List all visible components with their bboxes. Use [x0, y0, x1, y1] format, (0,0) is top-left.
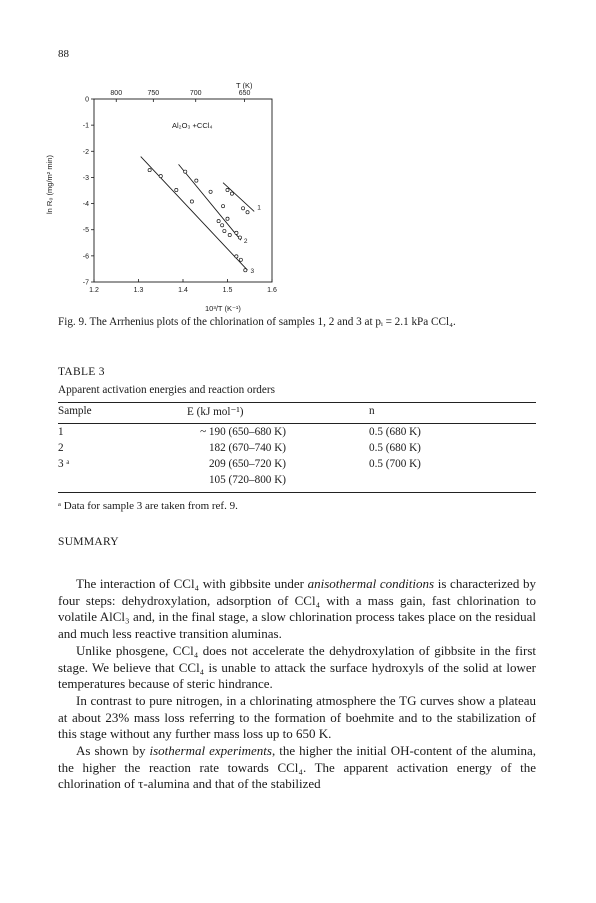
top-axis-label: T (K)	[236, 81, 253, 90]
top-tick-label: 700	[189, 90, 202, 97]
series-3-point	[190, 200, 193, 203]
table-cell: 0.5 (680 K)	[369, 442, 421, 454]
series-2-point	[221, 205, 224, 208]
series-label-2: 2	[243, 238, 248, 246]
table-header-rule	[58, 423, 536, 424]
top-tick-label: 750	[147, 90, 160, 97]
series-2-point	[184, 170, 187, 173]
paragraph-2: Unlike phosgene, CCl₄ does not accelerate the dehydroxylation of gibbsite in the first stage. We believe that CCl₄ is unable to attack the surface hydroxyls of the solid at lower temperatures because of steric hindrance.	[58, 642, 536, 692]
table-cell: 3 ᵃ	[58, 458, 70, 470]
y-tick-label: -4	[82, 201, 89, 209]
series-3-point	[175, 188, 178, 191]
table-cell: 182 (670–740 K)	[208, 442, 286, 454]
top-tick-label: 800	[110, 90, 123, 97]
header-sample: Sample	[58, 405, 92, 417]
y-tick-label: -1	[82, 122, 89, 130]
paragraph-1: The interaction of CCl₄ with gibbsite under anisothermal conditions is characterized by four steps: dehydroxylation, adsorption of CCl₄ with a mass gain, fast chlorination to volatile AlCl₃ and, in the final stage, a slow chlorination process takes place on the residual and much less reactive transition aluminas.	[58, 576, 536, 642]
paragraph-4: As shown by isothermal experiments, the higher the initial OH-content of the alumina, the higher the reaction rate towards CCl₄. The apparent activation energy of the chlorination of τ-alumina and that of the stabilized	[58, 743, 536, 792]
series-3-point	[228, 233, 231, 236]
table-caption: Apparent activation energies and reaction orders	[58, 384, 275, 396]
page-number: 88	[58, 48, 69, 60]
series-2-point	[226, 217, 229, 220]
series-label-1: 1	[257, 204, 261, 212]
series-1-fit-line	[223, 183, 254, 212]
table-cell: 1	[58, 426, 64, 438]
section-heading: SUMMARY	[58, 536, 119, 548]
y-tick-label: -7	[82, 279, 89, 287]
paragraph-3: In contrast to pure nitrogen, in a chlorinating atmosphere the TG curves show a plateau at about 23% mass loss referring to the formation of boehmite and to the stabilization of this stage without any further mass loss up to 650 K.	[58, 692, 536, 742]
top-tick-label: 650	[238, 90, 251, 97]
series-3-point	[239, 258, 242, 261]
x-tick-label: 1.2	[89, 287, 99, 294]
y-tick-label: -6	[82, 253, 89, 261]
summary-body	[58, 576, 536, 793]
table-cell: 209 (650–720 K)	[208, 458, 286, 470]
series-3-fit-line	[141, 157, 248, 271]
series-3-point	[244, 269, 247, 272]
arrhenius-chart	[40, 62, 300, 314]
header-order: n	[369, 405, 375, 417]
series-1-point	[246, 211, 249, 214]
series-2-fit-line	[179, 164, 241, 240]
series-3-point	[148, 169, 151, 172]
series-1-point	[230, 192, 233, 195]
series-3-point	[221, 224, 224, 227]
y-axis-label: ln R₀ (mg/m² min)	[45, 155, 54, 214]
series-3-point	[223, 229, 226, 232]
table-bottom-rule	[58, 492, 536, 493]
y-tick-label: 0	[85, 96, 89, 104]
series-3-point	[235, 255, 238, 258]
y-tick-label: -3	[82, 174, 89, 182]
x-tick-label: 1.3	[133, 287, 144, 294]
series-2-point	[195, 179, 198, 182]
table-cell: ~ 190 (650–680 K)	[200, 426, 286, 438]
y-tick-label: -5	[82, 227, 89, 235]
table-cell: 0.5 (700 K)	[369, 458, 421, 470]
y-tick-label: -2	[82, 148, 89, 156]
header-energy: E (kJ mol⁻¹)	[187, 406, 244, 418]
series-1-point	[226, 188, 229, 191]
x-tick-label: 1.5	[222, 287, 233, 294]
series-2-point	[235, 231, 238, 234]
series-3-point	[217, 219, 220, 222]
series-label-3: 3	[250, 268, 255, 276]
table-label: TABLE 3	[58, 366, 105, 378]
x-tick-label: 1.4	[178, 287, 188, 294]
series-2-point	[209, 190, 212, 193]
table-footnote: ᵃ Data for sample 3 are taken from ref. 9.	[58, 500, 238, 512]
table-cell: 2	[58, 442, 64, 454]
series-1-point	[241, 207, 244, 210]
x-axis-label: 10³/T (K⁻¹)	[205, 304, 241, 313]
series-3-point	[159, 175, 162, 178]
table-cell: 0.5 (680 K)	[369, 426, 421, 438]
series-2-point	[238, 236, 241, 239]
table-top-rule	[58, 402, 536, 403]
chart-annotation: Al₂O₃ +CCl₄	[172, 121, 213, 130]
x-tick-label: 1.6	[267, 287, 277, 294]
figure-caption: Fig. 9. The Arrhenius plots of the chlorination of samples 1, 2 and 3 at pᵢ = 2.1 kPa CCl₄.	[58, 316, 456, 328]
table-cell: 105 (720–800 K)	[208, 474, 286, 486]
